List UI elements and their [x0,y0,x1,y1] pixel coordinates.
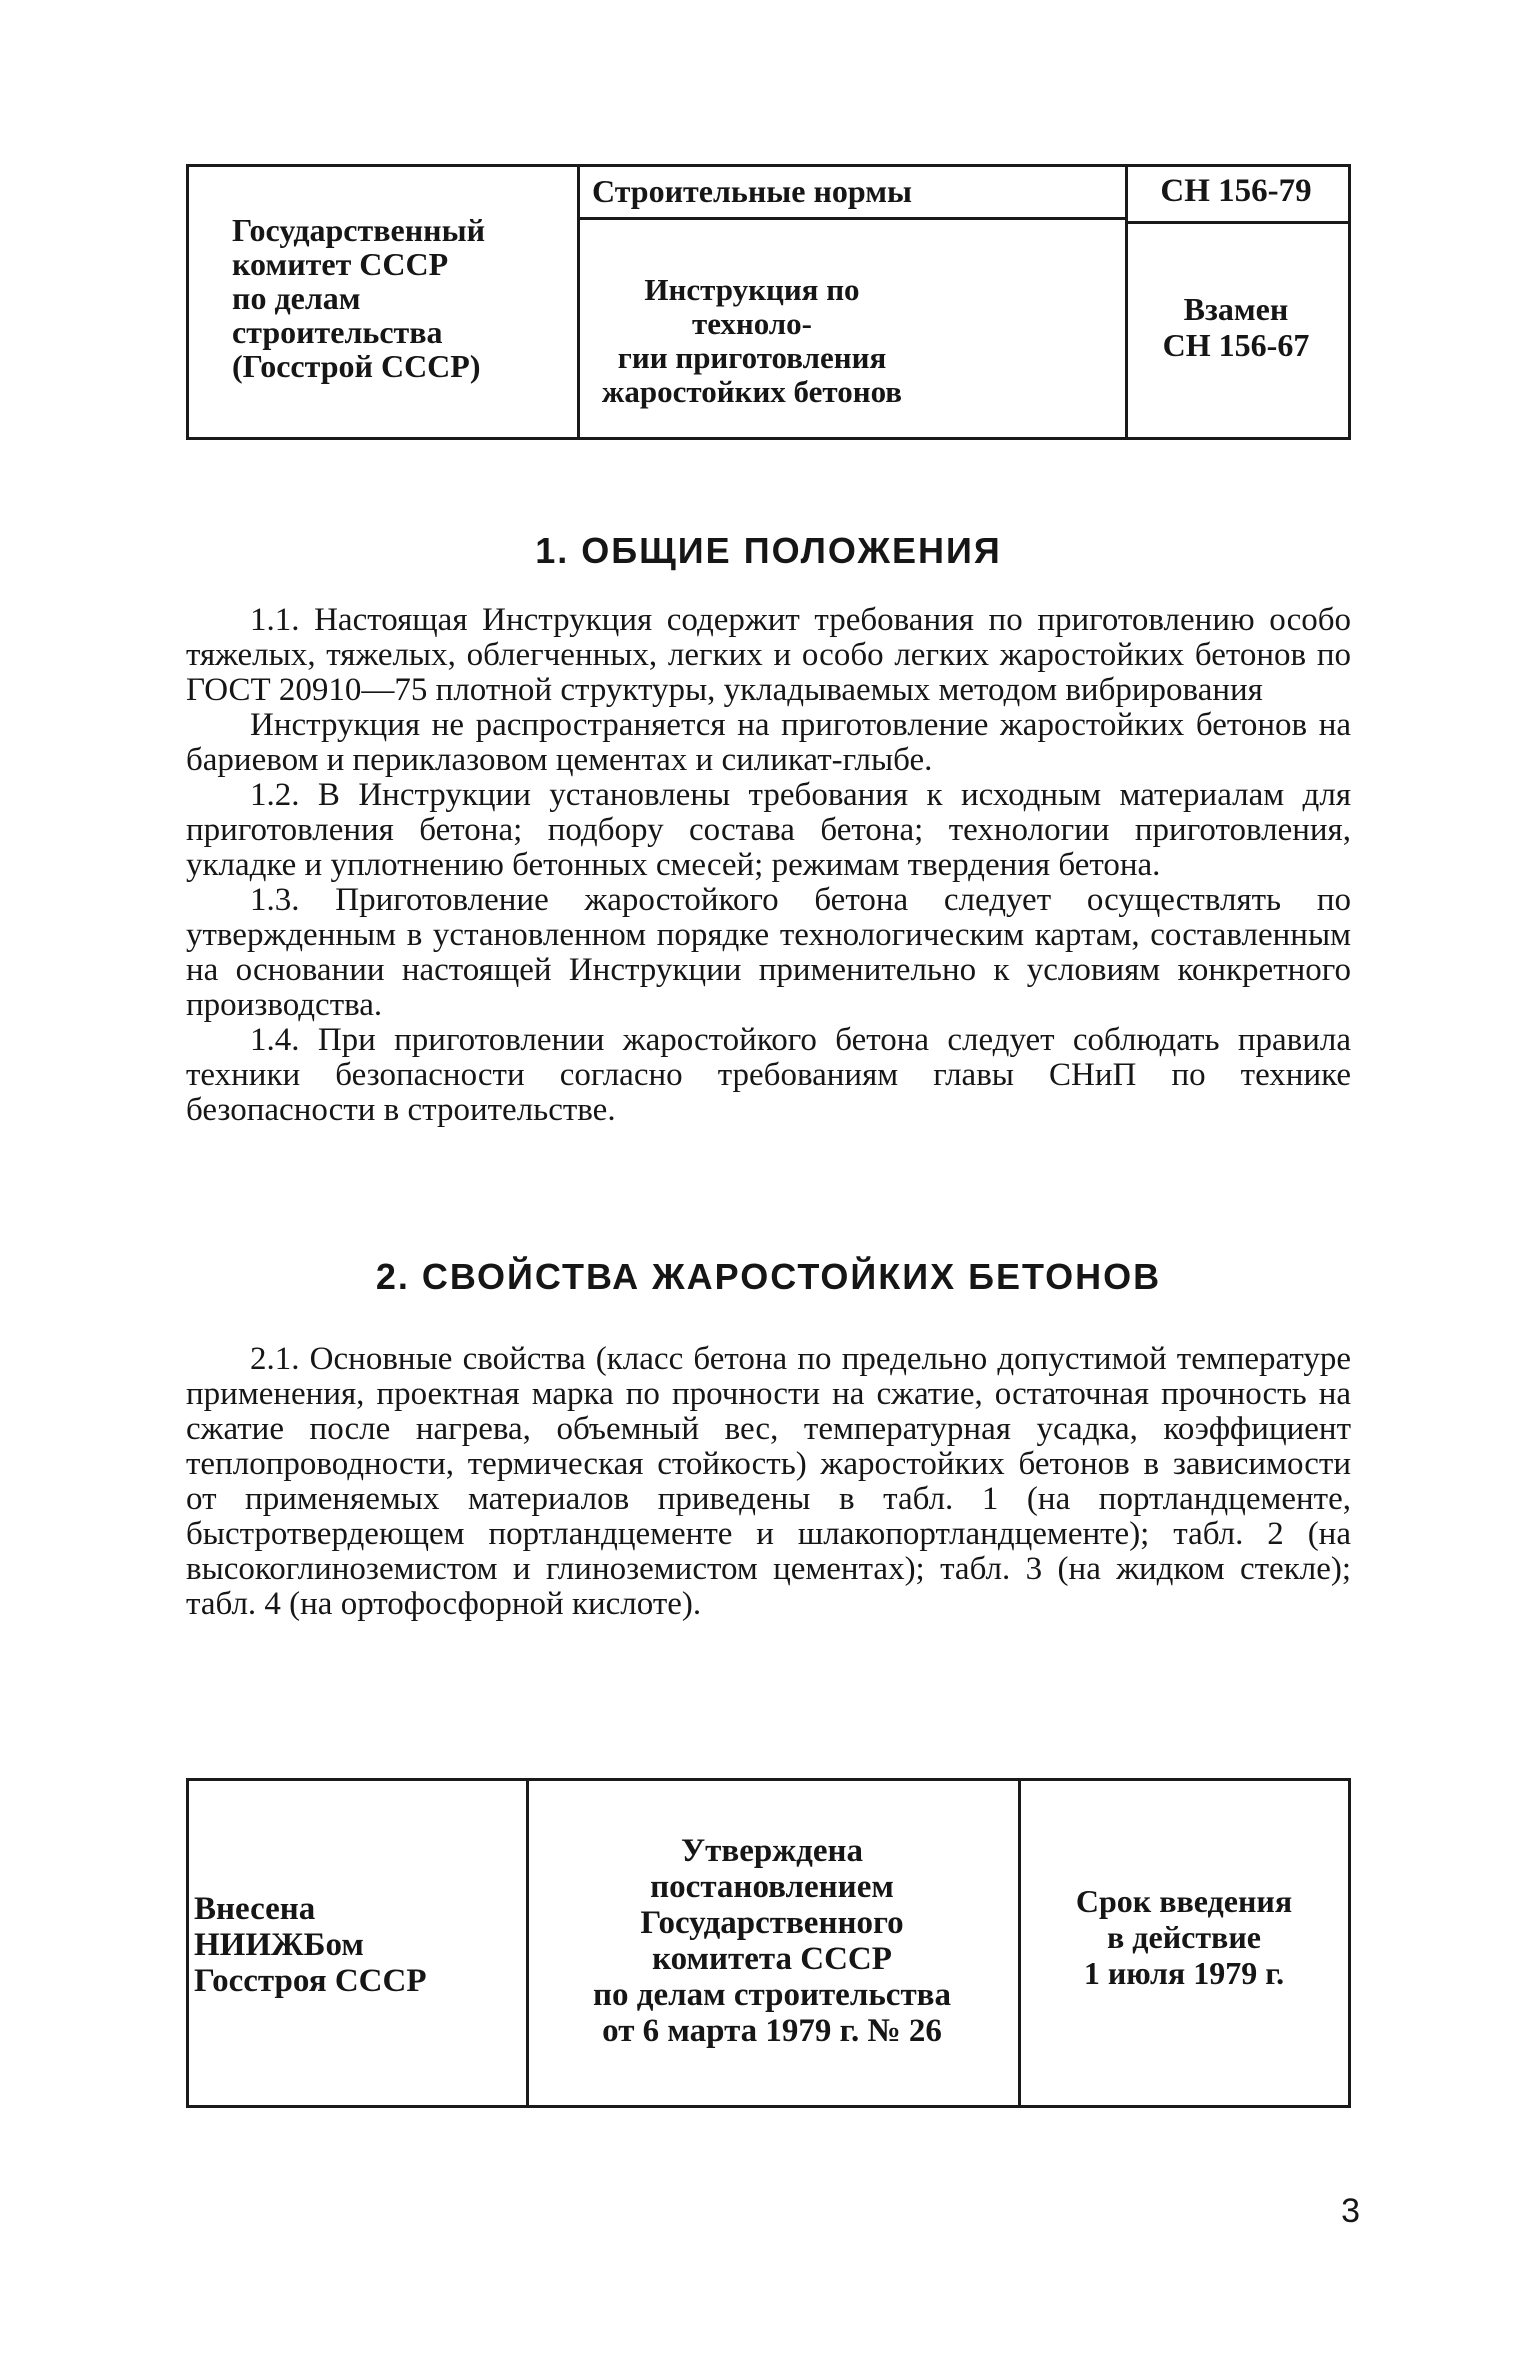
header-code-rule [1128,221,1351,224]
section-1-heading: 1. ОБЩИЕ ПОЛОЖЕНИЯ [535,530,1002,571]
header-left-border [186,167,189,437]
approval-line: Государственного [640,1905,904,1941]
title-line: гии приготовления [617,340,887,375]
section-2-heading: 2. СВОЙСТВА ЖАРОСТОЙКИХ БЕТОНОВ [375,1256,1162,1297]
title-line: Инструкция по техноло- [644,272,860,341]
approval-line: Утверждена [680,1833,864,1869]
effective-line: 1 июля 1979 г. [1083,1955,1285,1991]
header-divider-1 [577,167,580,437]
paragraph: 1.3. Приготовление жаростойкого бетона следует осуществлять по утвержденным в установленном порядке технологическим картам, составленным на основании настоящей Инструкции применительно к условиям конкретного производства. [186,882,1351,1023]
submitted-by [194,1891,524,1999]
approval-line: комитета СССР [652,1941,892,1977]
approval-note [532,1833,1012,2049]
norms-label: Строительные нормы [592,173,912,209]
footer-right-border [1348,1781,1351,2105]
organization-line: строительства [232,314,443,350]
replaces-line: СН 156-67 [1162,327,1310,363]
approval-line: по делам строительства [593,1977,951,2013]
paragraph: Инструкция не распространяется на приготовление жаростойких бетонов на бариевом и периклазовом цементах и силикат-глыбе. [186,707,1351,778]
organization-line: (Госстрой СССР) [232,348,481,384]
footer-left-border [186,1781,189,2105]
submitted-line: Госстроя СССР [194,1963,427,1999]
paragraph: 1.2. В Инструкции установлены требования к исходным материалам для приготовления бетона; подбору состава бетона; технологии приготовления, укладке и уплотнению бетонных смесей; режимам твердения бетона. [186,777,1351,883]
document-code: СН 156-79 [1160,173,1312,209]
header-divider-2 [1125,167,1128,437]
footer-table [186,1778,1351,2108]
organization-line: по делам [232,280,361,316]
organization-line: Государственный [232,212,485,248]
effective-line: Срок введения [1075,1883,1293,1919]
paragraph: 1.4. При приготовлении жаростойкого бетона следует соблюдать правила техники безопасности согласно требованиям главы СНиП по технике безопасности в строительстве. [186,1022,1351,1128]
organization-line: комитет СССР [232,246,449,282]
footer-divider-2 [1018,1781,1021,2105]
section-1-body [186,603,1351,1128]
approval-line: постановлением [650,1869,894,1905]
header-right-border [1348,167,1351,437]
submitted-line: Внесена [194,1891,316,1927]
submitted-line: НИИЖБом [194,1927,364,1963]
header-mid-rule [577,217,1128,220]
section-2-body [186,1342,1351,1622]
replaces-line: Взамен [1183,291,1289,327]
header-table [186,164,1351,440]
document-title [582,273,922,409]
title-line: жаростойких бетонов [601,374,903,409]
effective-date [1024,1883,1344,1991]
paragraph: 1.1. Настоящая Инструкция содержит требования по приготовлению особо тяжелых, тяжелых, облегченных, легких и особо легких жаростойких бетонов по ГОСТ 20910—75 плотной структуры, укладываемых методом вибрирования [186,602,1351,708]
issuing-organization [232,213,562,383]
page-number: 3 [1341,2192,1360,2230]
effective-line: в действие [1107,1919,1261,1955]
replaces-note [1131,291,1341,363]
paragraph: 2.1. Основные свойства (класс бетона по предельно допустимой температуре применения, проектная марка по прочности на сжатие, остаточная прочность на сжатие после нагрева, объемный вес, температурная усадка, коэффициент теплопроводности, термическая стойкость) жаростойких бетонов в зависимости от применяемых материалов приведены в табл. 1 (на портландцементе, быстротвердеющем портландцементе и шлакопортландцементе); табл. 2 (на высокоглиноземистом и глиноземистом цементах); табл. 3 (на жидком стекле); табл. 4 (на ортофосфорной кислоте). [186,1341,1351,1622]
footer-divider-1 [526,1781,529,2105]
approval-line: от 6 марта 1979 г. № 26 [602,2013,942,2049]
